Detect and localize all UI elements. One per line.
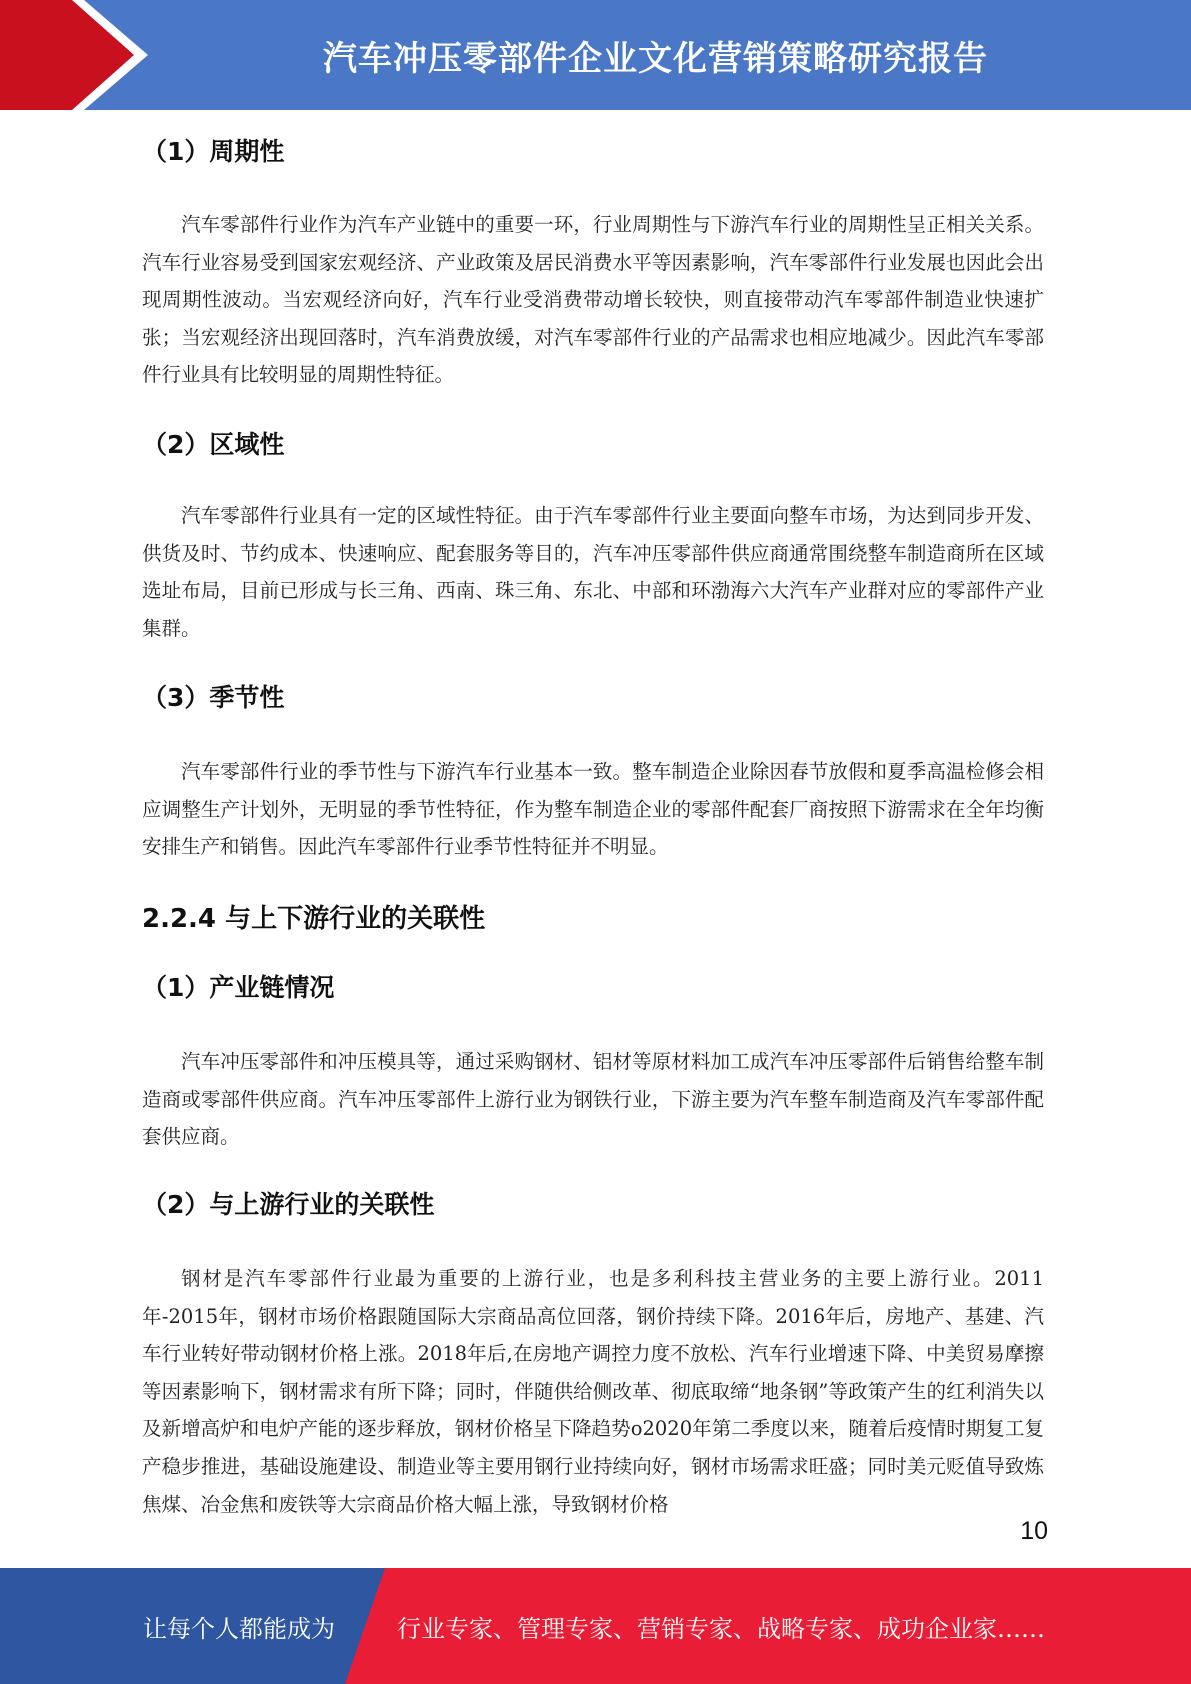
- footer-slogan-right: 行业专家、管理专家、营销专家、战略专家、成功企业家……: [397, 1614, 1045, 1643]
- footer-slogan-left: 让每个人都能成为: [143, 1614, 335, 1643]
- header-arrow-decoration: [0, 0, 180, 110]
- footer-banner: [0, 1568, 1191, 1684]
- paragraph-cyclicality: 汽车零部件行业作为汽车产业链中的重要一环，行业周期性与下游汽车行业的周期性呈正相关关系。汽车行业容易受到国家宏观经济、产业政策及居民消费水平等因素影响，汽车零部件行业发展也因此会出现周期性波动。当宏观经济向好，汽车行业受消费带动增长较快，则直接带动汽车零部件制造业快速扩张；当宏观经济出现回落时，汽车消费放缓，对汽车零部件行业的产品需求也相应地减少。因此汽车零部件行业具有比较明显的周期性特征。: [142, 213, 1044, 387]
- header-banner: [0, 0, 1191, 110]
- paragraph-industry-chain: 汽车冲压零部件和冲压模具等，通过采购钢材、铝材等原材料加工成汽车冲压零部件后销售给整车制造商或零部件供应商。汽车冲压零部件上游行业为钢铁行业，下游主要为汽车整车制造商及汽车零部件配套供应商。: [142, 1050, 1044, 1149]
- paragraph-upstream-relation: 钢材是汽车零部件行业最为重要的上游行业，也是多利科技主营业务的主要上游行业。2011年-2015年，钢材市场价格跟随国际大宗商品高位回落，钢价持续下降。2016年后，房地产、基建、汽车行业转好带动钢材价格上涨。2018年后,在房地产调控力度不放松、汽车行业增速下降、中美贸易摩擦等因素影响下，钢材需求有所下降；同时，伴随供给侧改革、彻底取缔“地条钢”等政策产生的红利消失以及新增高炉和电炉产能的逐步释放，钢材价格呈下降趋势o2020年第二季度以来，随着后疫情时期复工复产稳步推进，基础设施建设、制造业等主要用钢行业持续向好，钢材市场需求旺盛；同时美元贬值导致炼焦煤、冶金焦和废铁等大宗商品价格大幅上涨，导致钢材价格: [142, 1267, 1044, 1516]
- subsection-heading-upstream-downstream: 2.2.4 与上下游行业的关联性: [142, 904, 486, 934]
- section-heading-seasonality: （3）季节性: [142, 683, 285, 712]
- section-heading-upstream-relation: （2）与上游行业的关联性: [142, 1190, 435, 1219]
- section-heading-cyclicality: （1）周期性: [142, 137, 285, 166]
- paragraph-seasonality: 汽车零部件行业的季节性与下游汽车行业基本一致。整车制造企业除因春节放假和夏季高温检修会相应调整生产计划外，无明显的季节性特征，作为整车制造企业的零部件配套厂商按照下游需求在全年均衡安排生产和销售。因此汽车零部件行业季节性特征并不明显。: [142, 760, 1044, 859]
- page-number: 10: [1020, 1517, 1048, 1545]
- paragraph-regionality: 汽车零部件行业具有一定的区域性特征。由于汽车零部件行业主要面向整车市场，为达到同步开发、供货及时、节约成本、快速响应、配套服务等目的，汽车冲压零部件供应商通常围绕整车制造商所在区域选址布局，目前已形成与长三角、西南、珠三角、东北、中部和环渤海六大汽车产业群对应的零部件产业集群。: [142, 504, 1044, 640]
- section-heading-industry-chain: （1）产业链情况: [142, 973, 335, 1002]
- section-heading-regionality: （2）区域性: [142, 430, 285, 459]
- report-title: 汽车冲压零部件企业文化营销策略研究报告: [323, 38, 988, 79]
